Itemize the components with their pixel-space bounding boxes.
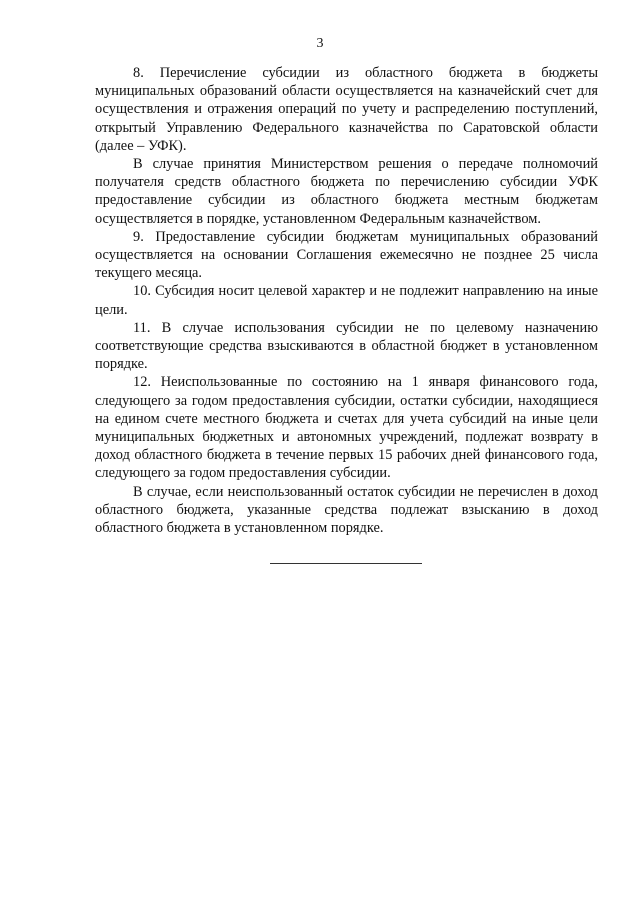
paragraph-8-continuation: В случае принятия Министерством решения о передаче полномочий получателя средств областного бюджета по перечислению субсидии УФК предоставление субсидии из областного бюджета местным бюджетам осуществляется в порядке, установленном Федеральным казначейством. xyxy=(95,156,598,227)
document-body xyxy=(95,64,598,537)
paragraph-12-continuation: В случае, если неиспользованный остаток субсидии не перечислен в доход областного бюджета, указанные средства подлежат взысканию в доход областного бюджета в установленном порядке. xyxy=(95,483,598,537)
paragraph-12: 12. Неиспользованные по состоянию на 1 января финансового года, следующего за годом предоставления субсидии, остатки субсидии, находящиеся на едином счете местного бюджета и счетах для учета субсидий на иные цели муниципальных бюджетных и автономных учреждений, подлежат возврату в доход областного бюджета в течение первых 15 рабочих дней финансового года, следующего за годом предоставления субсидии. xyxy=(95,374,598,482)
paragraph-8: 8. Перечисление субсидии из областного бюджета в бюджеты муниципальных образований области осуществляется на казначейский счет для осуществления и отражения операций по учету и распределению поступлений, открытый Управлению Федерального казначейства по Саратовской области (далее – УФК). xyxy=(95,65,598,154)
paragraph-9: 9. Предоставление субсидии бюджетам муниципальных образований осуществляется на основании Соглашения ежемесячно не позднее 25 числа текущего месяца. xyxy=(95,228,598,282)
page-number: 3 xyxy=(316,36,324,51)
paragraph-10: 10. Субсидия носит целевой характер и не подлежит направлению на иные цели. xyxy=(95,283,598,318)
end-divider xyxy=(270,563,422,564)
paragraph-11: 11. В случае использования субсидии не по целевому назначению соответствующие средства взыскиваются в областной бюджет в установленном порядке. xyxy=(95,319,598,373)
